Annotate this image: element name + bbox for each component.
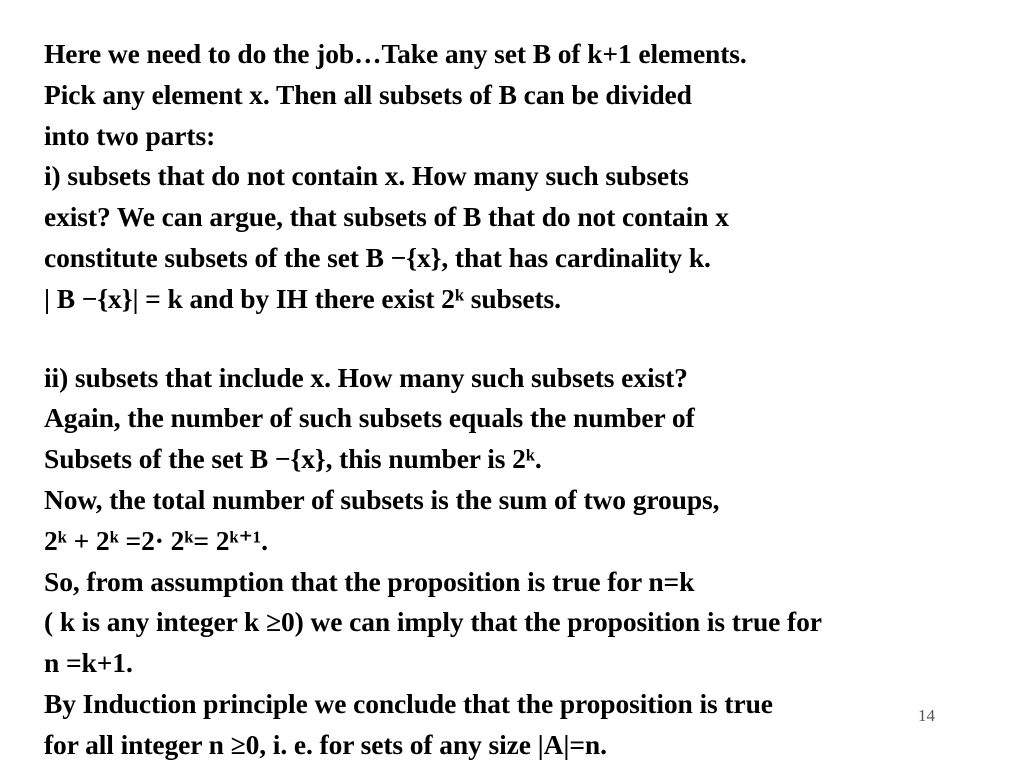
text-line: ( k is any integer k ≥0) we can imply that the proposition is true for [44, 606, 822, 637]
text-line: Subsets of the set B −{x}, this number is 2ᵏ. [44, 443, 542, 474]
text-line: So, from assumption that the proposition is true for n=k [44, 566, 695, 597]
text-line: Pick any element x. Then all subsets of B can be divided [44, 79, 692, 110]
text-line: 2ᵏ + 2ᵏ =2· 2ᵏ= 2ᵏ⁺¹. [44, 525, 268, 556]
text-line: n =k+1. [44, 647, 133, 678]
text-line: exist? We can argue, that subsets of B that do not contain x [44, 201, 729, 232]
text-line: Here we need to do the job…Take any set B of k+1 elements. [44, 38, 747, 69]
text-line: | B −{x}| = k and by IH there exist 2ᵏ subsets. [44, 283, 561, 314]
text-line: By Induction principle we conclude that the proposition is true [44, 688, 773, 719]
text-line: i) subsets that do not contain x. How many such subsets [44, 160, 689, 191]
text-line: constitute subsets of the set B −{x}, that has cardinality k. [44, 242, 711, 273]
slide-number: 14 [918, 706, 935, 725]
text-line: Now, the total number of subsets is the sum of two groups, [44, 484, 720, 515]
text-line: for all integer n ≥0, i. e. for sets of any size |A|=n. [44, 729, 607, 760]
text-line: Again, the number of such subsets equals the number of [44, 402, 695, 433]
text-line: into two parts: [44, 120, 216, 151]
text-line: ii) subsets that include x. How many such subsets exist? [44, 362, 688, 393]
